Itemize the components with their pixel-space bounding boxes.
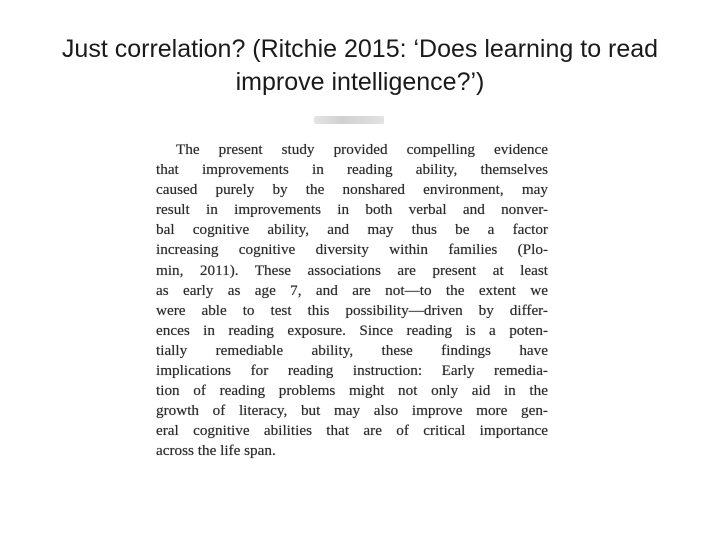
excerpt-line: eral cognitive abilities that are of critical importance xyxy=(156,422,548,440)
excerpt-line: ences in reading exposure. Since reading is a poten- xyxy=(156,321,548,339)
excerpt-line: were able to test this possibility—driven by differ- xyxy=(156,301,548,319)
excerpt-line: result in improvements in both verbal and nonver- xyxy=(156,201,548,219)
excerpt-text xyxy=(156,140,548,462)
excerpt-line: bal cognitive ability, and may thus be a factor xyxy=(156,221,548,239)
excerpt-line: caused purely by the nonshared environment, may xyxy=(156,181,548,199)
excerpt-line: increasing cognitive diversity within families (Plo- xyxy=(156,241,548,259)
excerpt-line: implications for reading instruction: Early remedia- xyxy=(156,362,548,380)
paper-excerpt-image xyxy=(152,116,552,468)
excerpt-line: across the life span. xyxy=(156,442,276,460)
excerpt-line: tion of reading problems might not only aid in the xyxy=(156,382,548,400)
excerpt-line: as early as age 7, and are not—to the extent we xyxy=(156,281,548,299)
slide-title: Just correlation? (Ritchie 2015: ‘Does learning to read improve intelligence?’) xyxy=(61,35,659,96)
cropped-heading-fragment xyxy=(314,116,384,124)
excerpt-line: growth of literacy, but may also improve more gen- xyxy=(156,402,548,420)
excerpt-line: The present study provided compelling evidence xyxy=(176,141,548,158)
excerpt-line: tially remediable ability, these findings have xyxy=(156,341,548,359)
excerpt-line: that improvements in reading ability, themselves xyxy=(156,161,548,179)
excerpt-line: min, 2011). These associations are present at least xyxy=(156,261,548,279)
